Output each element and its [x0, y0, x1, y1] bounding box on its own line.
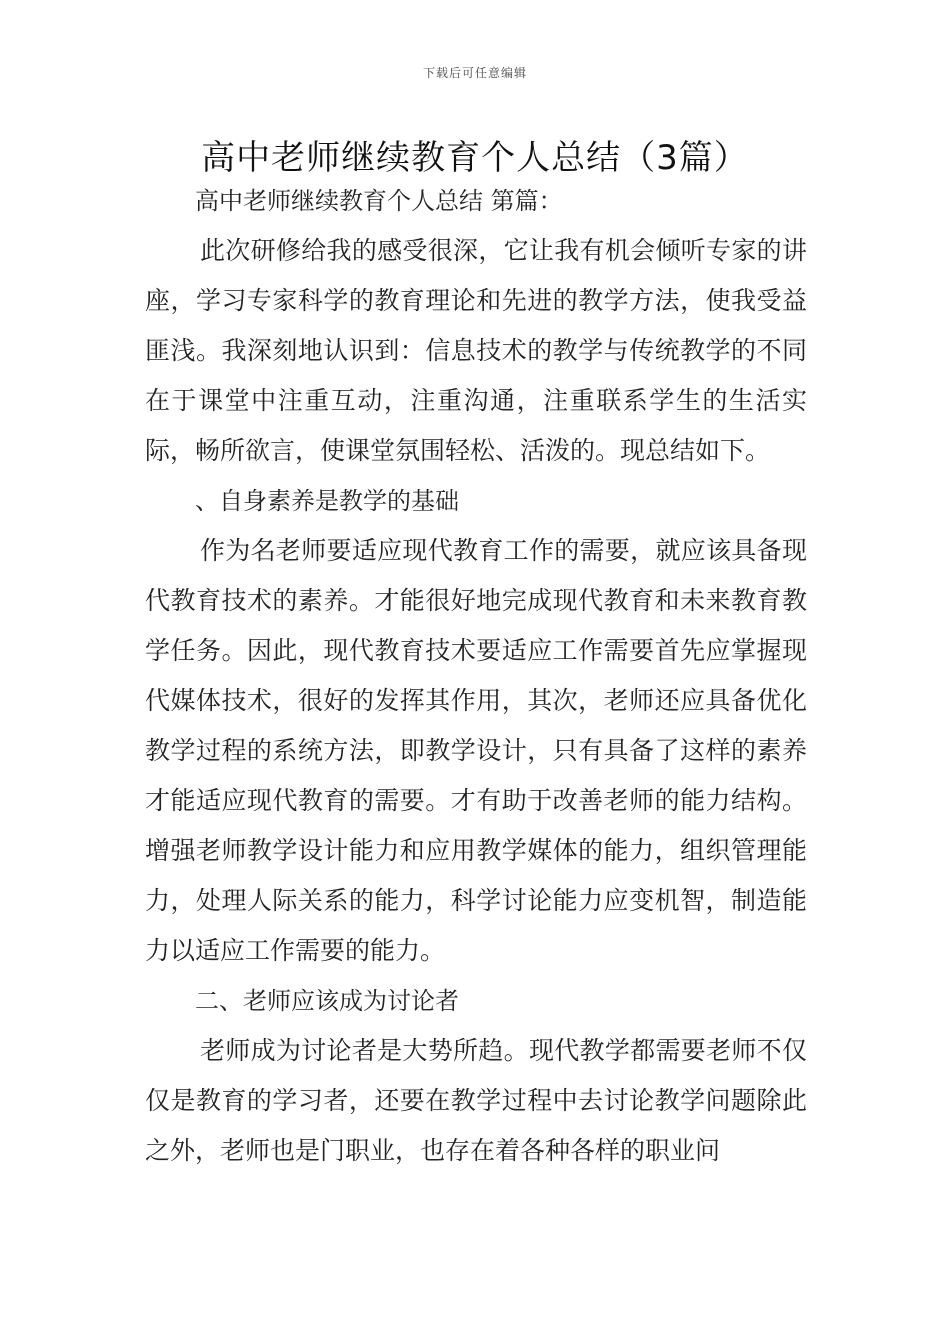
document-body [145, 176, 807, 1176]
paragraph-section-2: 老师成为讨论者是大势所趋。现代教学都需要老师不仅仅是教育的学习者，还要在教学过程中去讨论教学问题除此之外，老师也是门职业，也存在着各种各样的职业问 [145, 1036, 807, 1165]
section-heading-2: 二、老师应该成为讨论者 [195, 987, 459, 1015]
paragraph-section-1: 作为名老师要适应现代教育工作的需要，就应该具备现代教育技术的素养。才能很好地完成现代教育和未来教育教学任务。因此，现代教育技术要适应工作需要首先应掌握现代媒体技术，很好的发挥其作用，其次，老师还应具备优化教学过程的系统方法，即教学设计，只有具备了这样的素养才能适应现代教育的需要。才有助于改善老师的能力结构。增强老师教学设计能力和应用教学媒体的能力，组织管理能力，处理人际关系的能力，科学讨论能力应变机智，制造能力以适应工作需要的能力。 [145, 536, 807, 965]
paragraph-intro: 此次研修给我的感受很深，它让我有机会倾听专家的讲座，学习专家科学的教育理论和先进的教学方法，使我受益匪浅。我深刻地认识到：信息技术的教学与传统教学的不同在于课堂中注重互动，注重沟通，注重联系学生的生活实际，畅所欲言，使课堂氛围轻松、活泼的。现总结如下。 [145, 236, 807, 465]
document-title: 高中老师继续教育个人总结（3篇） [201, 138, 749, 178]
section-heading-1: 、自身素养是教学的基础 [195, 487, 459, 515]
document-subtitle: 高中老师继续教育个人总结 第篇： [195, 187, 563, 215]
header-note: 下载后可任意编辑 [422, 66, 527, 80]
